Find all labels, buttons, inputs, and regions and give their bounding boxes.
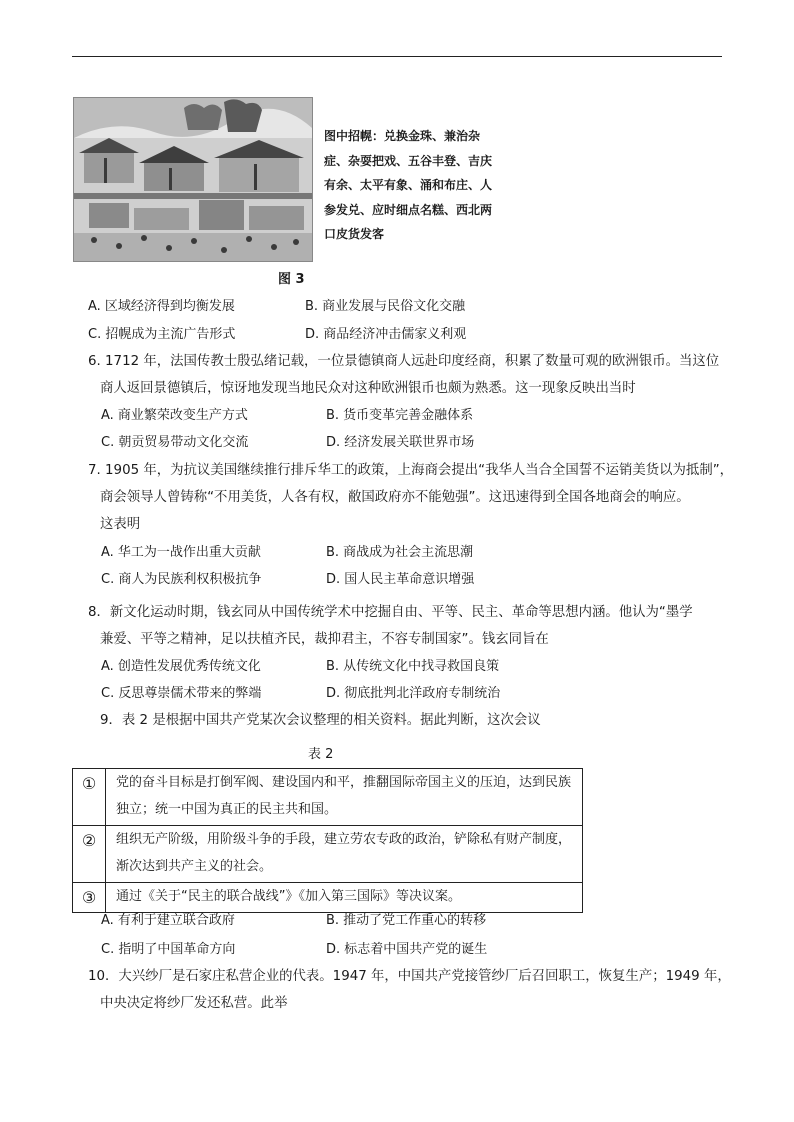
table-row [73, 883, 583, 913]
q7-stem-line3: 这表明 [100, 517, 141, 532]
q6-option-b[interactable]: B. 货币变革完善金融体系 [326, 408, 474, 423]
q9-stem-line1: 9．表 2 是根据中国共产党某次会议整理的相关资料。据此判断，这次会议 [100, 713, 541, 728]
q8-stem-line2: 兼爱、平等之精神，足以扶植齐民，裁抑君主，不容专制国家”。钱玄同旨在 [100, 632, 549, 647]
table-row-text: 组织无产阶级，用阶级斗争的手段，建立劳农专政的政治，铲除私有财产制度，渐次达到共产主义的社会。 [106, 826, 583, 883]
table-row-number: ② [73, 826, 106, 883]
q7-option-c[interactable]: C. 商人为民族利权积极抗争 [101, 572, 262, 587]
q7-option-b[interactable]: B. 商战成为社会主流思潮 [326, 545, 474, 560]
q7-option-a[interactable]: A. 华工为一战作出重大贡献 [101, 545, 261, 560]
q10-stem-line2: 中央决定将纱厂发还私营。此举 [100, 996, 288, 1011]
q6-option-a[interactable]: A. 商业繁荣改变生产方式 [101, 408, 248, 423]
q6-option-d[interactable]: D. 经济发展关联世界市场 [326, 435, 475, 450]
q7-option-d[interactable]: D. 国人民主革命意识增强 [326, 572, 475, 587]
q6-stem-line2: 商人返回景德镇后，惊讶地发现当地民众对这种欧洲银币也颇为熟悉。这一现象反映出当时 [100, 381, 636, 396]
figure-caption: 图 3 [278, 272, 305, 287]
q8-stem-line1: 8．新文化运动时期，钱玄同从中国传统学术中挖掘自由、平等、民主、革命等思想内涵。他认为“墨学 [88, 605, 693, 620]
table-row [73, 826, 583, 883]
table-row-number: ① [73, 769, 106, 826]
q8-option-d[interactable]: D. 彻底批判北洋政府专制统治 [326, 686, 501, 701]
meeting-info-table [72, 768, 583, 913]
street-scene-image [73, 97, 313, 262]
q9-option-b[interactable]: B. 推动了党工作重心的转移 [326, 913, 487, 928]
q6-stem-line1: 6. 1712 年，法国传教士殷弘绪记载，一位景德镇商人远赴印度经商，积累了数量可观的欧洲银币。当这位 [88, 354, 720, 369]
q8-option-b[interactable]: B. 从传统文化中找寻救国良策 [326, 659, 500, 674]
q10-stem-line1: 10．大兴纱厂是石家庄私营企业的代表。1947 年，中国共产党接管纱厂后召回职工，恢复生产；1949 年， [88, 969, 731, 984]
q8-option-c[interactable]: C. 反思尊崇儒术带来的弊端 [101, 686, 262, 701]
q5-option-a[interactable]: A. 区域经济得到均衡发展 [88, 299, 235, 314]
q5-option-b[interactable]: B. 商业发展与民俗文化交融 [305, 299, 466, 314]
table-row-text: 党的奋斗目标是打倒军阀、建设国内和平，推翻国际帝国主义的压迫，达到民族独立；统一中国为真正的民主共和国。 [106, 769, 583, 826]
q5-option-c[interactable]: C. 招幌成为主流广告形式 [88, 327, 236, 342]
q9-option-a[interactable]: A. 有利于建立联合政府 [101, 913, 235, 928]
table-title: 表 2 [308, 747, 334, 762]
header-rule [72, 56, 722, 57]
q9-option-d[interactable]: D. 标志着中国共产党的诞生 [326, 942, 488, 957]
q7-stem-line1: 7. 1905 年，为抗议美国继续推行排斥华工的政策，上海商会提出“我华人当合全国誓不运销美货以为抵制”， [88, 463, 734, 478]
q5-option-d[interactable]: D. 商品经济冲击儒家义利观 [305, 327, 467, 342]
table-row-text: 通过《关于“民主的联合战线”》《加入第三国际》等决议案。 [106, 883, 583, 913]
table-row [73, 769, 583, 826]
sign-list-text: 图中招幌：兑换金珠、兼治杂症、杂耍把戏、五谷丰登、吉庆有余、太平有象、涌和布庄、人参发兑、应时细点名糕、西北两口皮货发客 [324, 129, 493, 241]
q7-stem-line2: 商会领导人曾铸称“不用美货，人各有权，敝国政府亦不能勉强”。这迅速得到全国各地商会的响应。 [100, 490, 690, 505]
q9-option-c[interactable]: C. 指明了中国革命方向 [101, 942, 236, 957]
q8-option-a[interactable]: A. 创造性发展优秀传统文化 [101, 659, 261, 674]
table-row-number: ③ [73, 883, 106, 913]
q6-option-c[interactable]: C. 朝贡贸易带动文化交流 [101, 435, 249, 450]
street-scene-drawing [74, 98, 312, 261]
